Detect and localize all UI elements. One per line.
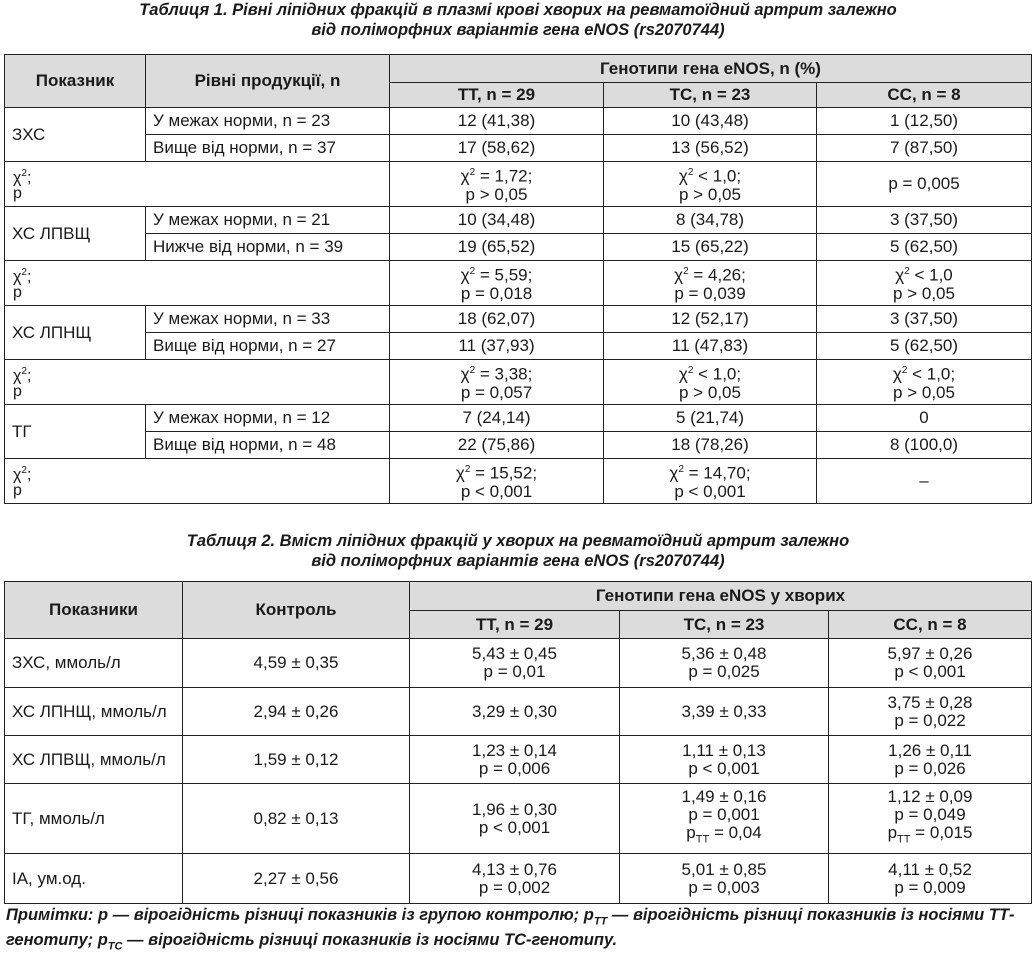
table2-caption-line1: Таблиця 2. Вміст ліпідних фракцій у хворих на ревматоїдний артрит залежно <box>186 532 850 550</box>
table-row <box>5 854 1032 904</box>
t1-stat-tt <box>390 162 604 207</box>
t2-cell-cc-line: p = 0,022 <box>894 710 966 730</box>
t1-stat-tc-line1: $\chi^2 = 4,26$; <box>674 265 746 285</box>
t2-cell-tt <box>410 688 620 736</box>
t1-stat-tc <box>604 459 817 504</box>
t1-cell-cc: 0 <box>817 405 1032 432</box>
t1-level: У межах норми, n = 23 <box>146 108 390 135</box>
t2-cell-tt <box>410 784 620 854</box>
t2-cell-tc-line: $p_{TT} = 0,04$ <box>686 823 762 846</box>
t2-control: 0,82 ± 0,13 <box>183 784 410 854</box>
t2-cell-tc-line: p < 0,001 <box>688 758 760 778</box>
t2-cell-tt-line: p = 0,002 <box>478 877 551 897</box>
t1-stat-cc-line1: $\chi^2 < 1,0$ <box>895 265 953 285</box>
table-row <box>5 306 1032 333</box>
t2-cell-tc-line: 5,36 ± 0,48 <box>681 644 767 663</box>
t1-cell-tt: 22 (75,86) <box>390 432 604 459</box>
t1-stat-tc <box>604 261 817 306</box>
t2-cell-tt-line: 1,96 ± 0,30 <box>472 799 557 819</box>
t2-control: 1,59 ± 0,12 <box>183 736 410 784</box>
t1-stat-cc <box>817 261 1032 306</box>
t1-stat-tc-line1: $\chi^2 = 14,70$; <box>669 463 751 483</box>
t2-cell-cc <box>829 854 1032 904</box>
t2-indicator: ТГ, ммоль/л <box>5 784 183 854</box>
t1-stat-cc-line1: $\chi^2 < 1,0$; <box>892 364 956 384</box>
table2-caption-line2: від поліморфних варіантів гена eNOS (rs2070744) <box>311 552 725 570</box>
t1-header-genotypes: Генотипи гена eNOS, n (%) <box>390 55 1032 83</box>
t1-cell-tt: 11 (37,93) <box>390 333 604 360</box>
t2-cell-tt-line: 5,43 ± 0,45 <box>472 644 557 663</box>
table1-caption-line2: від поліморфних варіантів гена eNOS (rs2070744) <box>311 21 725 39</box>
table-row <box>5 405 1032 432</box>
table-row <box>5 736 1032 784</box>
t2-cell-cc <box>829 688 1032 736</box>
t1-stat-tt <box>390 360 604 405</box>
t1-cell-tt: 10 (34,48) <box>390 207 604 234</box>
t1-level: Нижче від норми, n = 39 <box>146 234 390 261</box>
t2-cell-tc-line: p = 0,001 <box>688 805 760 825</box>
t1-stat-label-p: p <box>13 383 22 401</box>
t1-level: У межах норми, n = 12 <box>146 405 390 432</box>
t1-stat-label-chi: $\chi^2$; <box>13 266 32 286</box>
t1-stat-label-chi: $\chi^2$; <box>13 464 32 484</box>
t1-stat-label-p: p <box>13 185 22 203</box>
table2-body <box>5 639 1032 904</box>
t2-indicator: ХС ЛПНЩ, ммоль/л <box>5 688 183 736</box>
table-row-stat <box>5 360 1032 405</box>
t1-header-tc: ТС, n = 23 <box>604 83 817 108</box>
t1-stat-tc-line1: $\chi^2 < 1,0$; <box>678 166 742 186</box>
t1-stat-tt-line2: p > 0,05 <box>465 184 528 204</box>
t1-stat-label-p: p <box>13 284 22 302</box>
table-row <box>5 432 1032 459</box>
t2-cell-tt <box>410 854 620 904</box>
t2-control: 4,59 ± 0,35 <box>183 639 410 688</box>
t1-stat-tc-line2: p = 0,039 <box>674 283 746 303</box>
t1-level: Вище від норми, n = 27 <box>146 333 390 360</box>
t2-control: 2,27 ± 0,56 <box>183 854 410 904</box>
t1-cell-tt: 17 (58,62) <box>390 135 604 162</box>
notes <box>6 906 1034 957</box>
t2-header-cc: СС, n = 8 <box>829 611 1032 639</box>
t1-header-tt: ТТ, n = 29 <box>390 83 604 108</box>
t1-cell-tc: 10 (43,48) <box>604 108 817 135</box>
t1-cell-tt: 7 (24,14) <box>390 405 604 432</box>
t2-cell-tt-line: p = 0,01 <box>483 662 546 681</box>
table-row <box>5 108 1032 135</box>
t2-cell-tc <box>620 736 829 784</box>
t1-stat-cc-line2: p > 0,05 <box>893 382 955 402</box>
t2-cell-tt-line: 1,23 ± 0,14 <box>472 740 557 760</box>
t1-stat-cc-line1: – <box>919 471 929 490</box>
t1-header-indicator: Показник <box>5 55 146 108</box>
t1-level: У межах норми, n = 33 <box>146 306 390 333</box>
t2-cell-cc-line: 5,97 ± 0,26 <box>887 644 973 663</box>
t1-stat-tt <box>390 261 604 306</box>
t2-cell-tc-line: 3,39 ± 0,33 <box>681 701 767 721</box>
table-row <box>5 135 1032 162</box>
t1-header-cc: СС, n = 8 <box>817 83 1032 108</box>
t1-stat-tt-line2: p = 0,018 <box>460 283 533 303</box>
t1-stat-label-chi: $\chi^2$; <box>13 167 32 187</box>
notes-text: Примітки: p — вірогідність різниці показників із групою контролю; $p_{TT}$ — вірогідність різниці показників із носіями ТТ-генотипу; $p_{TC}$ — вірогідність різниці показників із носіями ТС-генотипу. <box>6 906 1015 953</box>
t2-header-genotypes: Генотипи гена eNOS у хворих <box>410 582 1032 611</box>
t1-level: У межах норми, n = 21 <box>146 207 390 234</box>
table-row <box>5 234 1032 261</box>
t2-cell-tc-line: 1,49 ± 0,16 <box>681 787 767 807</box>
t1-cell-tc: 12 (52,17) <box>604 306 817 333</box>
t1-stat-tc-line2: p > 0,05 <box>679 382 741 402</box>
t2-cell-cc-line: $p_{TT} = 0,015$ <box>887 823 973 846</box>
t1-stat-tt-line1: $\chi^2 = 5,59$; <box>460 265 533 285</box>
t2-header-tc: ТС, n = 23 <box>620 611 829 639</box>
t2-control: 2,94 ± 0,26 <box>183 688 410 736</box>
t1-cell-cc: 8 (100,0) <box>817 432 1032 459</box>
t2-cell-tc <box>620 639 829 688</box>
t1-cell-cc: 1 (12,50) <box>817 108 1032 135</box>
t1-stat-label <box>5 162 390 207</box>
t1-cell-tt: 18 (62,07) <box>390 306 604 333</box>
t2-cell-tc-line: 1,11 ± 0,13 <box>682 740 766 760</box>
t2-header-tt: ТТ, n = 29 <box>410 611 620 639</box>
t2-cell-tt <box>410 639 620 688</box>
table-row-stat <box>5 162 1032 207</box>
t2-cell-cc <box>829 736 1032 784</box>
t1-stat-tc <box>604 360 817 405</box>
table-row <box>5 639 1032 688</box>
table-row-stat <box>5 261 1032 306</box>
t1-stat-cc-line2: p > 0,05 <box>893 283 955 303</box>
t2-header-control: Контроль <box>183 582 410 639</box>
t1-stat-tt-line2: p = 0,057 <box>460 382 533 402</box>
t2-cell-cc <box>829 639 1032 688</box>
t1-cell-tc: 11 (47,83) <box>604 333 817 360</box>
t1-stat-label-chi: $\chi^2$; <box>13 365 32 385</box>
t1-cell-tc: 5 (21,74) <box>604 405 817 432</box>
t1-stat-tt-line2: p < 0,001 <box>460 481 533 501</box>
t1-cell-tc: 18 (78,26) <box>604 432 817 459</box>
t1-cell-cc: 3 (37,50) <box>817 306 1032 333</box>
t1-cell-cc: 7 (87,50) <box>817 135 1032 162</box>
t2-cell-cc-line: p = 0,009 <box>894 877 966 897</box>
t1-group-name: ХС ЛПВЩ <box>5 207 146 261</box>
t1-stat-tc-line2: p < 0,001 <box>674 481 746 501</box>
t1-level: Вище від норми, n = 37 <box>146 135 390 162</box>
t1-stat-cc <box>817 162 1032 207</box>
t1-stat-label <box>5 459 390 504</box>
table-row <box>5 784 1032 854</box>
t2-cell-cc-line: 3,75 ± 0,28 <box>887 692 973 712</box>
table1-caption-line1: Таблиця 1. Рівні ліпідних фракцій в плазмі крові хворих на ревматоїдний артрит залежно <box>139 1 897 19</box>
t1-cell-tc: 8 (34,78) <box>604 207 817 234</box>
t2-cell-tc-line: p = 0,025 <box>688 662 760 681</box>
table-row <box>5 688 1032 736</box>
t1-stat-tt-line1: $\chi^2 = 15,52$; <box>455 463 538 483</box>
t1-stat-label <box>5 261 390 306</box>
t2-cell-cc-line: 1,26 ± 0,11 <box>888 740 972 760</box>
table-row-stat <box>5 459 1032 504</box>
t1-group-name: ЗХС <box>5 108 146 162</box>
t2-indicator: ЗХС, ммоль/л <box>5 639 183 688</box>
t2-cell-tt-line: 3,29 ± 0,30 <box>472 701 557 721</box>
t1-stat-tc <box>604 162 817 207</box>
table2-caption <box>0 531 1036 571</box>
table-row <box>5 333 1032 360</box>
t2-cell-tt-line: 4,13 ± 0,76 <box>472 859 557 879</box>
t1-cell-tc: 15 (65,22) <box>604 234 817 261</box>
t1-stat-label <box>5 360 390 405</box>
t2-cell-tc <box>620 784 829 854</box>
t1-cell-tc: 13 (56,52) <box>604 135 817 162</box>
t1-group-name: ТГ <box>5 405 146 459</box>
table-row <box>5 207 1032 234</box>
t2-indicator: ІА, ум.од. <box>5 854 183 904</box>
t1-stat-tt <box>390 459 604 504</box>
table1-body <box>5 108 1032 504</box>
t1-stat-label-p: p <box>13 482 22 500</box>
t1-cell-cc: 5 (62,50) <box>817 234 1032 261</box>
t2-cell-cc-line: p < 0,001 <box>894 662 966 681</box>
table2 <box>4 581 1032 904</box>
t1-cell-cc: 3 (37,50) <box>817 207 1032 234</box>
t1-stat-cc-line1: p = 0,005 <box>888 174 960 193</box>
t2-cell-tc <box>620 854 829 904</box>
t1-group-name: ХС ЛПНЩ <box>5 306 146 360</box>
t1-stat-cc <box>817 459 1032 504</box>
t1-cell-tt: 19 (65,52) <box>390 234 604 261</box>
t1-stat-tc-line2: p > 0,05 <box>679 184 741 204</box>
t2-cell-cc-line: p = 0,026 <box>894 758 966 778</box>
t1-cell-cc: 5 (62,50) <box>817 333 1032 360</box>
table1-caption <box>0 0 1036 40</box>
t1-header-levels: Рівні продукції, n <box>146 55 390 108</box>
t2-cell-cc <box>829 784 1032 854</box>
t2-cell-cc-line: 1,12 ± 0,09 <box>887 787 973 807</box>
t1-stat-tt-line1: $\chi^2 = 3,38$; <box>460 364 533 384</box>
t2-cell-cc-line: p = 0,049 <box>894 805 966 825</box>
t2-cell-tt-line: p < 0,001 <box>478 817 551 837</box>
t2-cell-cc-line: 4,11 ± 0,52 <box>888 859 972 879</box>
t1-stat-cc <box>817 360 1032 405</box>
t1-cell-tt: 12 (41,38) <box>390 108 604 135</box>
t1-stat-tc-line1: $\chi^2 < 1,0$; <box>678 364 742 384</box>
t2-cell-tt <box>410 736 620 784</box>
t1-level: Вище від норми, n = 48 <box>146 432 390 459</box>
t2-cell-tc <box>620 688 829 736</box>
t2-cell-tt-line: p = 0,006 <box>478 758 551 778</box>
t1-stat-tt-line1: $\chi^2 = 1,72$; <box>460 166 533 186</box>
t2-cell-tc-line: 5,01 ± 0,85 <box>681 859 767 879</box>
table1 <box>4 54 1032 504</box>
t2-header-indicators: Показники <box>5 582 183 639</box>
t2-cell-tc-line: p = 0,003 <box>688 877 760 897</box>
t2-indicator: ХС ЛПВЩ, ммоль/л <box>5 736 183 784</box>
